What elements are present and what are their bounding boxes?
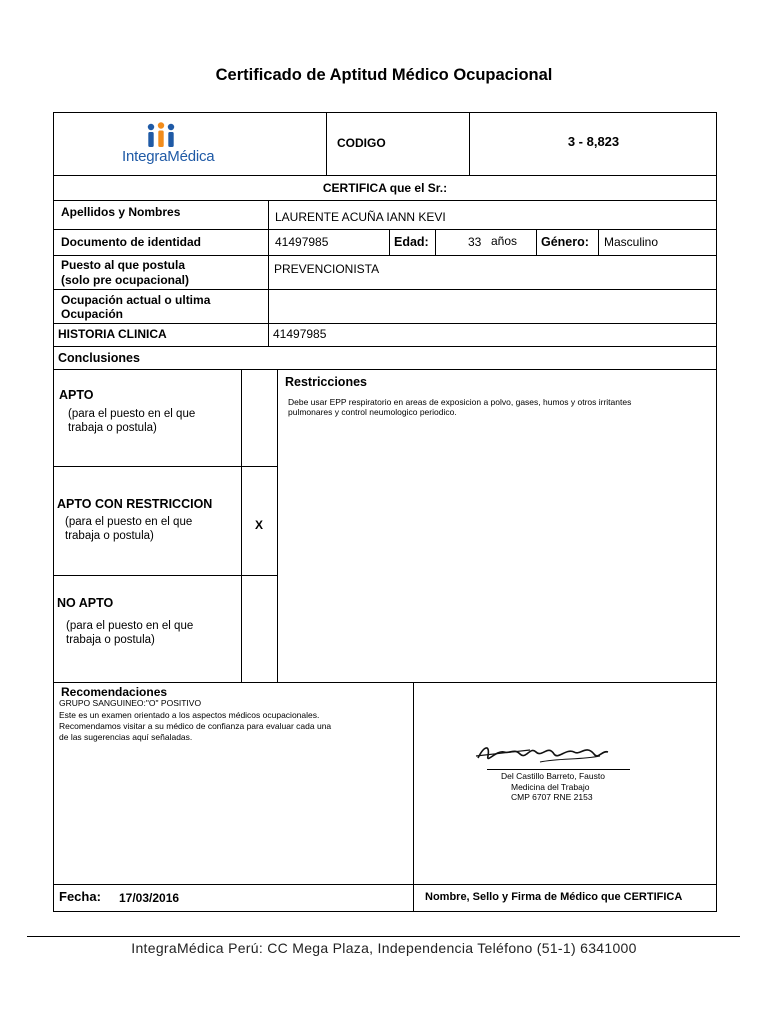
divider	[326, 112, 327, 175]
page-title: Certificado de Aptitud Médico Ocupacional	[215, 66, 553, 84]
divider	[53, 346, 717, 347]
divider	[53, 229, 717, 230]
no-apto-desc-1: (para el puesto en el que	[66, 620, 194, 632]
divider	[435, 229, 436, 255]
divider	[53, 289, 717, 290]
no-apto-desc-2: trabaja o postula)	[66, 634, 155, 646]
recomendaciones-line-4: de las sugerencias aquí señaladas.	[59, 732, 193, 742]
fecha-value: 17/03/2016	[119, 891, 180, 905]
ocupacion-label-2: Ocupación	[61, 307, 124, 321]
apto-desc-2: trabaja o postula)	[68, 422, 157, 434]
doctor-specialty: Medicina del Trabajo	[511, 782, 590, 792]
firma-label: Nombre, Sello y Firma de Médico que CERTIFICA	[425, 891, 683, 903]
restricciones-title: Restricciones	[285, 375, 367, 389]
edad-label: Edad:	[394, 235, 429, 249]
footer-divider	[27, 936, 740, 937]
divider	[53, 884, 717, 885]
divider	[536, 229, 537, 255]
genero-label: Género:	[541, 235, 589, 249]
doctor-name: Del Castillo Barreto, Fausto	[501, 771, 605, 781]
doctor-signature	[470, 738, 620, 772]
logo-text: IntegraMédica	[122, 148, 215, 165]
historia-value: 41497985	[273, 327, 327, 341]
apellidos-label: Apellidos y Nombres	[61, 205, 181, 219]
divider	[268, 200, 269, 323]
divider	[53, 575, 277, 576]
certificate-frame	[53, 112, 717, 912]
documento-value: 41497985	[275, 235, 329, 249]
codigo-label: CODIGO	[337, 136, 386, 150]
codigo-value: 3 - 8,823	[567, 134, 620, 149]
edad-value: 33	[468, 235, 482, 249]
divider	[268, 323, 269, 346]
apto-restriccion-desc-2: trabaja o postula)	[65, 530, 154, 542]
documento-label: Documento de identidad	[61, 235, 202, 249]
historia-label: HISTORIA CLINICA	[58, 327, 167, 341]
edad-unit: años	[491, 234, 518, 248]
divider	[598, 229, 599, 255]
recomendaciones-line-3: Recomendamos visitar a su médico de confianza para evaluar cada una	[59, 721, 332, 731]
signature-line	[487, 769, 630, 770]
apellidos-value: LAURENTE ACUÑA IANN KEVI	[275, 210, 446, 224]
puesto-value: PREVENCIONISTA	[274, 262, 380, 276]
logo-mark-icon	[142, 122, 202, 150]
apto-desc-1: (para el puesto en el que	[68, 408, 196, 420]
restricciones-line-2: pulmonares y control neumologico periodico.	[288, 407, 457, 417]
ocupacion-label-1: Ocupación actual o ultima	[61, 293, 211, 307]
no-apto-title: NO APTO	[57, 596, 114, 610]
divider	[53, 466, 277, 467]
divider	[53, 175, 717, 176]
divider	[53, 200, 717, 201]
divider	[277, 369, 278, 682]
divider	[53, 255, 717, 256]
divider	[413, 682, 414, 912]
restricciones-line-1: Debe usar EPP respiratorio en areas de exposicion a polvo, gases, humos y otros irritantes	[288, 397, 632, 407]
apto-restriccion-title: APTO CON RESTRICCION	[57, 497, 213, 511]
divider	[53, 369, 717, 370]
conclusiones-heading: Conclusiones	[58, 351, 140, 365]
apto-title: APTO	[59, 388, 94, 402]
integramedica-logo	[118, 122, 230, 168]
apto-restriccion-desc-1: (para el puesto en el que	[65, 516, 193, 528]
puesto-label-2: (solo pre ocupacional)	[61, 273, 190, 287]
recomendaciones-line-1: GRUPO SANGUINEO:"O" POSITIVO	[59, 698, 202, 708]
fecha-label: Fecha:	[59, 889, 101, 904]
genero-value: Masculino	[604, 235, 659, 249]
divider	[389, 229, 390, 255]
puesto-label-1: Puesto al que postula	[61, 258, 186, 272]
recomendaciones-title: Recomendaciones	[61, 685, 168, 699]
divider	[53, 323, 717, 324]
recomendaciones-line-2: Este es un examen orientado a los aspectos médicos ocupacionales.	[59, 710, 320, 720]
divider	[53, 682, 717, 683]
apto-restriccion-mark: X	[254, 518, 263, 532]
doctor-registry: CMP 6707 RNE 2153	[511, 792, 593, 802]
certifica-heading: CERTIFICA que el Sr.:	[322, 181, 448, 195]
footer-address: IntegraMédica Perú: CC Mega Plaza, Independencia Teléfono (51-1) 6341000	[131, 940, 637, 956]
